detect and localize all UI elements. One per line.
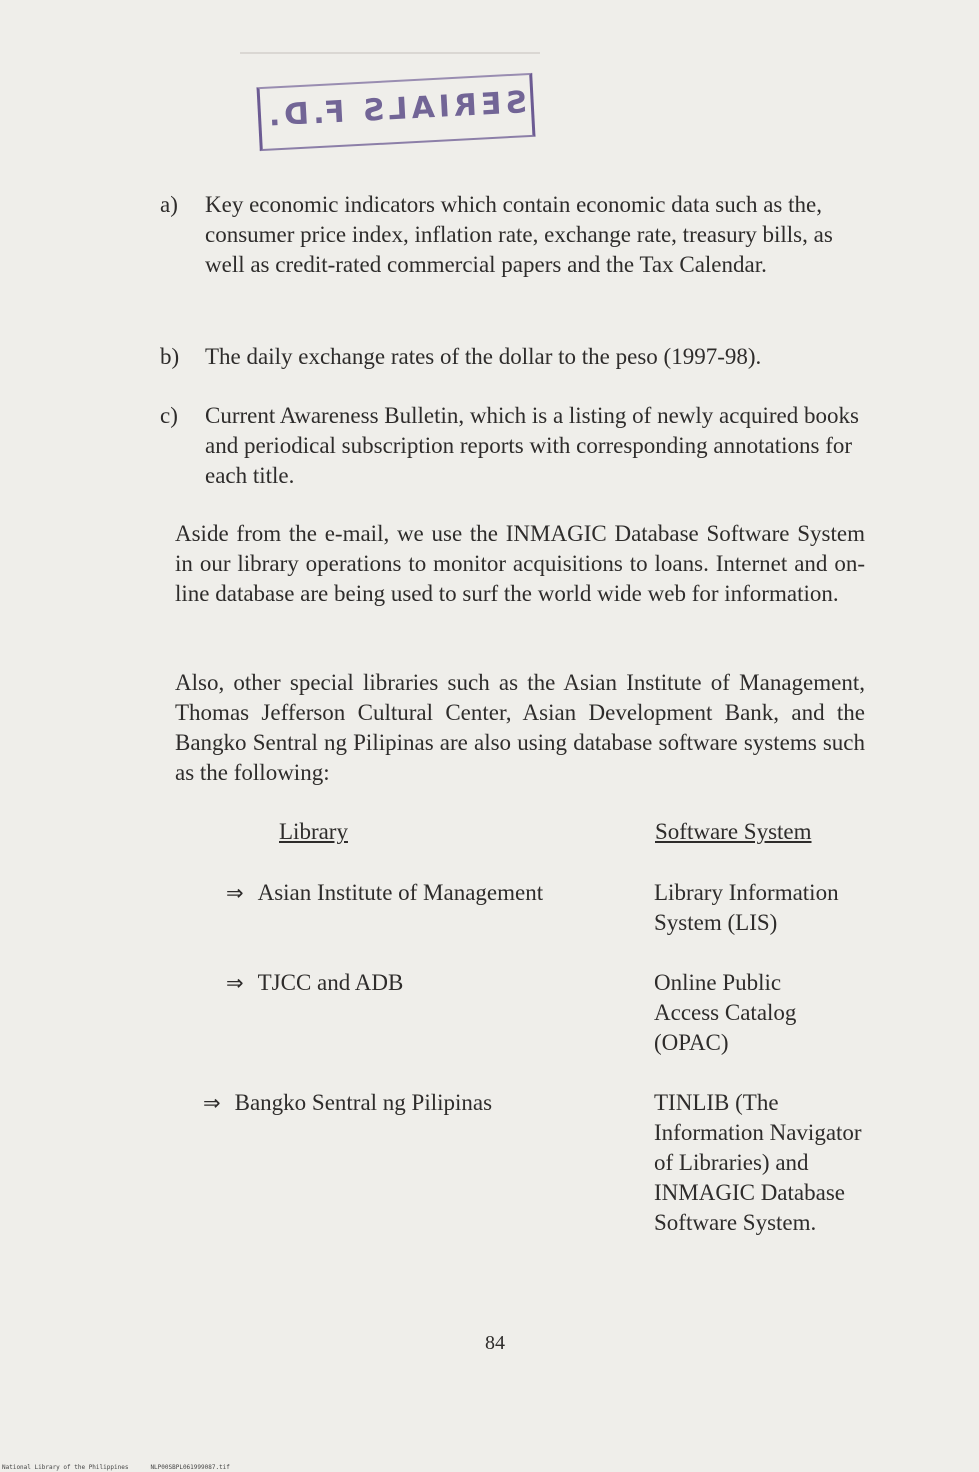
library-name: TJCC and ADB bbox=[257, 970, 404, 995]
serials-stamp bbox=[257, 73, 536, 151]
stamp-text: SERIALS F.D. bbox=[263, 85, 528, 134]
footer-source: National Library of the Philippines bbox=[2, 1464, 129, 1471]
arrow-icon: ⇒ bbox=[226, 971, 244, 995]
page-number: 84 bbox=[485, 1332, 505, 1354]
table-row-library bbox=[203, 1088, 492, 1118]
list-item-c bbox=[160, 401, 860, 491]
list-item-a bbox=[160, 190, 860, 310]
list-item-b bbox=[160, 342, 860, 372]
list-item-text: The daily exchange rates of the dollar to the peso (1997-98). bbox=[205, 344, 762, 369]
column-header-software-system: Software System bbox=[655, 819, 812, 844]
column-header-library: Library bbox=[279, 819, 348, 844]
arrow-icon: ⇒ bbox=[226, 881, 244, 905]
list-item-text: Current Awareness Bulletin, which is a listing of newly acquired books and periodical subscription reports with corresponding annotations for each title. bbox=[205, 403, 859, 488]
list-marker: c) bbox=[160, 403, 178, 428]
arrow-icon: ⇒ bbox=[203, 1091, 221, 1115]
table-row-software: TINLIB (The Information Navigator of Libraries) and INMAGIC Database Software System. bbox=[654, 1090, 862, 1235]
table-row-library bbox=[226, 968, 403, 998]
scan-footer bbox=[2, 1464, 252, 1471]
list-marker: a) bbox=[160, 192, 178, 217]
table-row-software: Library Information System (LIS) bbox=[654, 880, 839, 935]
paragraph-special-libraries: Also, other special libraries such as the Asian Institute of Management, Thomas Jefferson Cultural Center, Asian Development Bank, and the Bangko Sentral ng Pilipinas are also using database software systems such as the following: bbox=[175, 670, 865, 785]
list-marker: b) bbox=[160, 344, 180, 369]
library-name: Asian Institute of Management bbox=[257, 880, 544, 905]
table-row-software: Online Public Access Catalog (OPAC) bbox=[654, 970, 797, 1055]
paragraph-inmagic: Aside from the e-mail, we use the INMAGIC Database Software System in our library operations to monitor acquisitions to loans. Internet and on-line database are being used to surf the world wide web for information. bbox=[175, 521, 865, 606]
footer-file: NLP00SBPL061999087.tif bbox=[150, 1464, 230, 1471]
list-item-text: Key economic indicators which contain economic data such as the, consumer price index, inflation rate, exchange rate, treasury bills, as well as credit-rated commercial papers and the Tax Calendar. bbox=[205, 192, 833, 277]
library-name: Bangko Sentral ng Pilipinas bbox=[234, 1090, 493, 1115]
table-row-library bbox=[226, 878, 543, 908]
